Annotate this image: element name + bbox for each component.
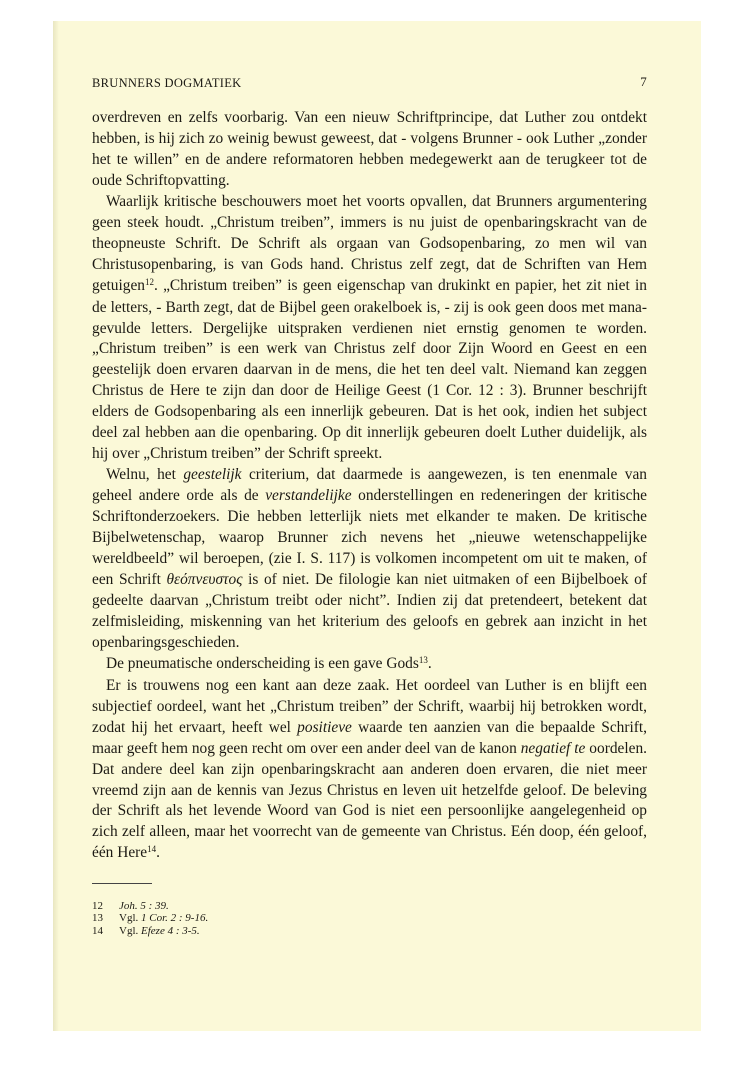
italic-text: 1 Cor. 2 : 9-16. [141,912,209,925]
footnote-number: 14 [92,924,103,937]
paragraph-4 [92,654,647,676]
text-run: is of niet. De filologie kan niet uitmaken of een Bijbelboek of gedeelte daarvan „Christum treibt oder nicht”. Indien zij dat pretendeert, betekent dat zelfmisleiding, miskenning van het kriterium des geloofs en gebrek aan inzicht in het openbaringsgeschieden. [92,570,647,651]
text-run: Er is trouwens nog een kant aan deze zaak. Het oordeel van Luther is en blijft een subjectief oordeel, want het „Christum treiben” der Schrift, waarbij hij betrokken wordt, zodat hij het ervaart, heeft wel [92,676,647,736]
paragraph-2 [92,192,647,465]
text-run: Welnu, het [106,466,184,484]
text-run: Vgl. [119,924,141,937]
italic-text: θεόπνευστος [166,570,243,588]
text-run: . [427,654,432,672]
italic-text: Joh. 5 : 39. [119,900,169,912]
text-run: De pneumatische onderscheiding is een gave Gods [106,654,419,672]
text-run: . [156,844,160,862]
footnotes [92,900,492,937]
text-run: waarde ten aanzien van die bepaalde Schrift, maar geeft hem nog geen recht om over een ander deel van de kanon [92,718,647,757]
paragraph-1 [92,108,647,192]
paragraph-5 [92,676,647,866]
text-run: . „Christum treiben” is geen eigenschap van drukinkt en papier, het zit niet in de letters, - Barth zegt, dat de Bijbel geen orakelboek is, - zij is ook geen doos met mana-gevulde letters. Dergelijke uitspraken verdienen niet ernstig genomen te worden. „Christum treiben” is een werk van Christus zelf door Zijn Woord en Geest en een geestelijk doen ervaren daarvan in de mens, die het ten deel valt. Niemand kan zeggen Christus de Here te zijn dan door de Heilige Geest (1 Cor. 12 : 3). Brunner beschrijft elders de Godsopenbaring als een innerlijk gebeuren. Dat is het ook, indien het subject deel zal hebben aan die openbaring. Op dit innerlijk gebeuren doelt Luther duidelijk, als hij over „Christum treiben” der Schrift spreekt. [92,276,647,463]
footnote-ref: 13 [418,654,428,665]
running-header [92,74,647,94]
italic-text: geestelijk [183,466,242,484]
running-title: BRUNNERS DOGMATIEK [92,76,242,90]
text-run: onderstellingen en redeneringen der kritische Schriftonderzoekers. Die hebben letterlijk niets met elkander te maken. De kritische Bijbelwetenschap, waarop Brunner zich nevens het „nieuwe wetenschappelijke wereldbeeld” wil beroepen, (zie I. S. 117) is volkomen incompetent om uit te maken, of een Schrift [92,487,647,588]
footnote [92,900,492,912]
italic-text: negatief te [520,739,586,757]
footnote-ref: 14 [147,844,157,855]
footnote [92,912,492,924]
italic-text: positieve [297,718,352,736]
page-number: 7 [640,74,647,89]
footnote-rule [92,883,152,884]
footnote-text [119,925,200,937]
text-run: oordelen. Dat andere deel kan zijn openbaringskracht aan anderen doen ervaren, die niet meer vreemd zijn aan de kennis van Jezus Christus en leven uit hetzelfde geloof. De beleving der Schrift als het levende Woord van God is niet een persoonlijke aangelegenheid op zich zelf alleen, maar het voorrecht van de gemeente van Christus. Eén doop, één geloof, één Here [92,739,647,862]
footnote [92,925,492,937]
text-run: overdreven en zelfs voorbarig. Van een nieuw Schriftprincipe, dat Luther zou ontdekt hebben, is hij zich zo weinig bewust geweest, dat - volgens Brunner - ook Luther „zonder het te willen” en de andere reformatoren hebben medegewerkt aan de terugkeer tot de oude Schriftopvatting. [92,109,647,189]
text-run: Vgl. [119,912,141,925]
italic-text: Efeze 4 : 3-5. [141,924,200,937]
text-run: Waarlijk kritische beschouwers moet het voorts opvallen, dat Brunners argumentering geen steek houdt. „Christum treiben”, immers is nu juist de openbaringskracht van de theopneuste Schrift. De Schrift als orgaan van Godsopenbaring, zo men wil van Christusopenbaring, is van Gods hand. Christus zelf zegt, dat de Schriften van Hem getuigen [92,192,647,294]
footnote-text [119,912,208,924]
page-leaf [53,21,701,1031]
footnote-text [119,900,169,912]
paragraph-3 [92,465,647,654]
italic-text: verstandelijke [265,487,352,505]
footnote-ref: 12 [145,276,154,287]
body-text [92,108,647,865]
footnote-number: 13 [92,912,103,925]
footnote-number: 12 [92,900,103,912]
text-run: criterium, dat daarmede is aangewezen, is ten enenmale van geheel andere orde als de [92,466,647,505]
